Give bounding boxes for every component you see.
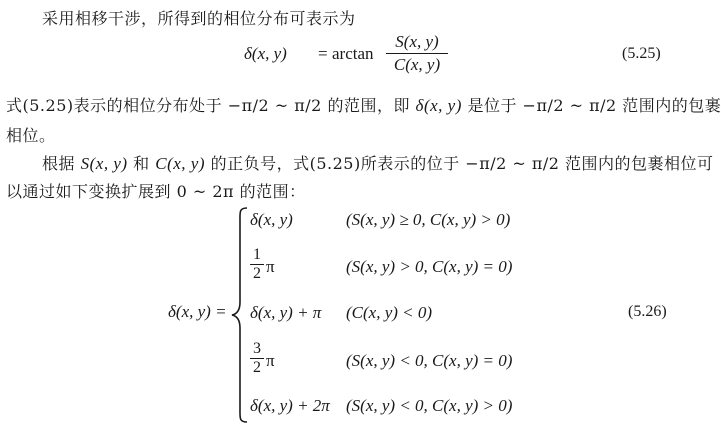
case-2-denominator: 2 [253, 265, 261, 282]
eq525-arctan: arctan [332, 44, 374, 63]
case-4-denominator: 2 [253, 359, 261, 376]
left-brace-icon [230, 206, 250, 424]
case-1-condition: (S(x, y) ≥ 0, C(x, y) > 0) [346, 210, 511, 229]
paragraph-range-line2: 相位。 [6, 126, 56, 145]
eq525-equals: = [318, 44, 328, 63]
case-2-condition: (S(x, y) > 0, C(x, y) = 0) [346, 257, 513, 276]
para2-math: δ(x, y) [415, 96, 462, 115]
paragraph-extend-line2: 以通过如下变换扩展到 0 ~ 2π 的范围： [6, 182, 306, 201]
case-2-fraction [250, 246, 264, 283]
case-4-fraction [250, 340, 264, 377]
case-2-pi: π [266, 257, 275, 276]
case-2-numerator: 1 [253, 246, 261, 263]
eq525-fraction [386, 32, 448, 75]
eq525-fraction-bar [386, 53, 448, 54]
eq525-denominator: C(x, y) [393, 55, 441, 74]
para3-text-a: 根据 [42, 154, 76, 173]
case-4-condition: (S(x, y) < 0, C(x, y) = 0) [346, 351, 513, 370]
para2-text-a: 式(5.25)表示的相位分布处于 −π/2 ~ π/2 的范围，即 [6, 96, 410, 115]
para3-text-b: 和 [133, 154, 150, 173]
eq525-number: (5.25) [622, 45, 661, 62]
para3-math-c: C(x, y) [155, 154, 205, 173]
eq526-lhs: δ(x, y) = [168, 302, 227, 321]
eq525-lhs: δ(x, y) [244, 44, 287, 63]
paragraph-intro: 采用相移干涉，所得到的相位分布可表示为 [42, 9, 356, 28]
case-5-value: δ(x, y) + 2π [250, 396, 330, 415]
case-3-condition: (C(x, y) < 0) [346, 303, 433, 322]
paragraph-range-line1 [6, 93, 721, 116]
case-4-numerator: 3 [253, 340, 261, 357]
case-1-value: δ(x, y) [250, 210, 293, 229]
para3-math-s: S(x, y) [80, 154, 128, 173]
case-4-pi: π [266, 351, 275, 370]
paragraph-extend-line1 [42, 151, 714, 174]
eq526-number: (5.26) [628, 303, 667, 320]
eq525-numerator: S(x, y) [395, 32, 439, 51]
para3-text-c: 的正负号，式(5.25)所表示的位于 −π/2 ~ π/2 范围内的包裹相位可 [210, 154, 714, 173]
para2-text-b: 是位于 −π/2 ~ π/2 范围内的包裹 [467, 96, 721, 115]
case-5-condition: (S(x, y) < 0, C(x, y) > 0) [346, 396, 513, 415]
case-3-value: δ(x, y) + π [250, 303, 322, 322]
